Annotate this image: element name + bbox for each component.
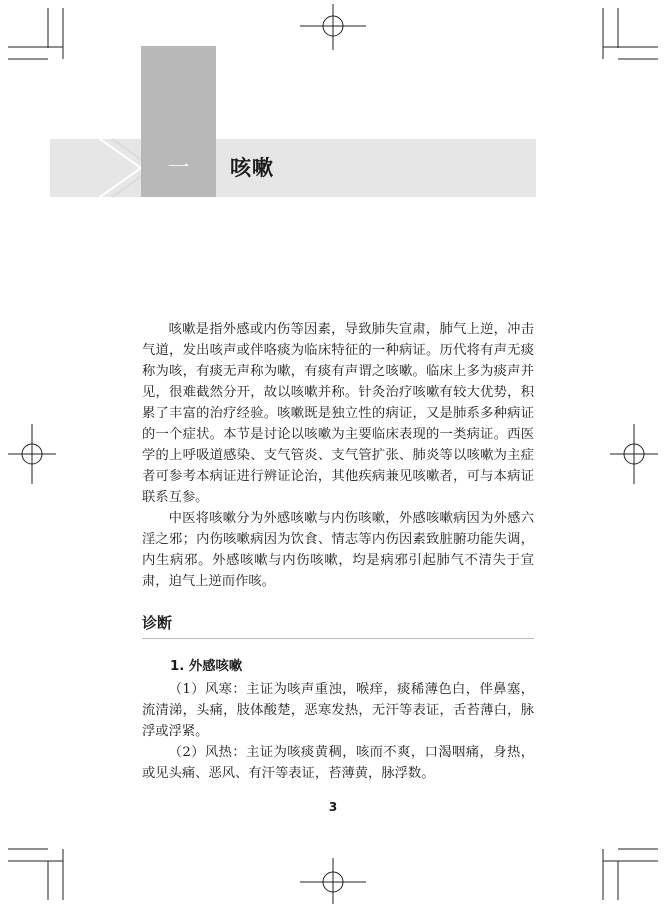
list-item: （2）风热：主证为咳痰黄稠，咳而不爽，口渴咽痛，身热，或见头痛、恶风、有汗等表证，苔薄黄，脉浮数。 (142, 745, 534, 781)
chapter-title: 咳嗽 (230, 156, 274, 180)
diagnosis-list (142, 679, 534, 784)
page-number: 3 (328, 800, 338, 814)
list-item: （1）风寒：主证为咳声重浊，喉痒，痰稀薄色白，伴鼻塞，流清涕，头痛，肢体酸楚，恶寒发热，无汗等表证，舌苔薄白，脉浮或浮紧。 (142, 682, 534, 739)
paragraph: 中医将咳嗽分为外感咳嗽与内伤咳嗽，外感咳嗽病因为外感六淫之邪；内伤咳嗽病因为饮食、情志等内伤因素致脏腑功能失调，内生病邪。外感咳嗽与内伤咳嗽，均是病邪引起肺气不清失于宣肃，迫气上逆而作咳。 (142, 511, 534, 589)
chapter-number: 一 (167, 156, 190, 181)
intro-text (142, 319, 534, 592)
section-heading: 诊断 (142, 612, 534, 639)
subsection-heading: 1. 外感咳嗽 (170, 659, 243, 674)
paragraph: 咳嗽是指外感或内伤等因素，导致肺失宣肃，肺气上逆，冲击气道，发出咳声或伴咯痰为临床特征的一种病证。历代将有声无痰称为咳，有痰无声称为嗽，有痰有声谓之咳嗽。临床上多为痰声并见，很难截然分开，故以咳嗽并称。针灸治疗咳嗽有较大优势，积累了丰富的治疗经验。咳嗽既是独立性的病证，又是肺系多种病证的一个症状。本节是讨论以咳嗽为主要临床表现的一类病证。西医学的上呼吸道感染、支气管炎、支气管扩张、肺炎等以咳嗽为主症者可参考本病证进行辨证论治，其他疾病兼见咳嗽者，可与本病证联系互参。 (142, 322, 534, 505)
